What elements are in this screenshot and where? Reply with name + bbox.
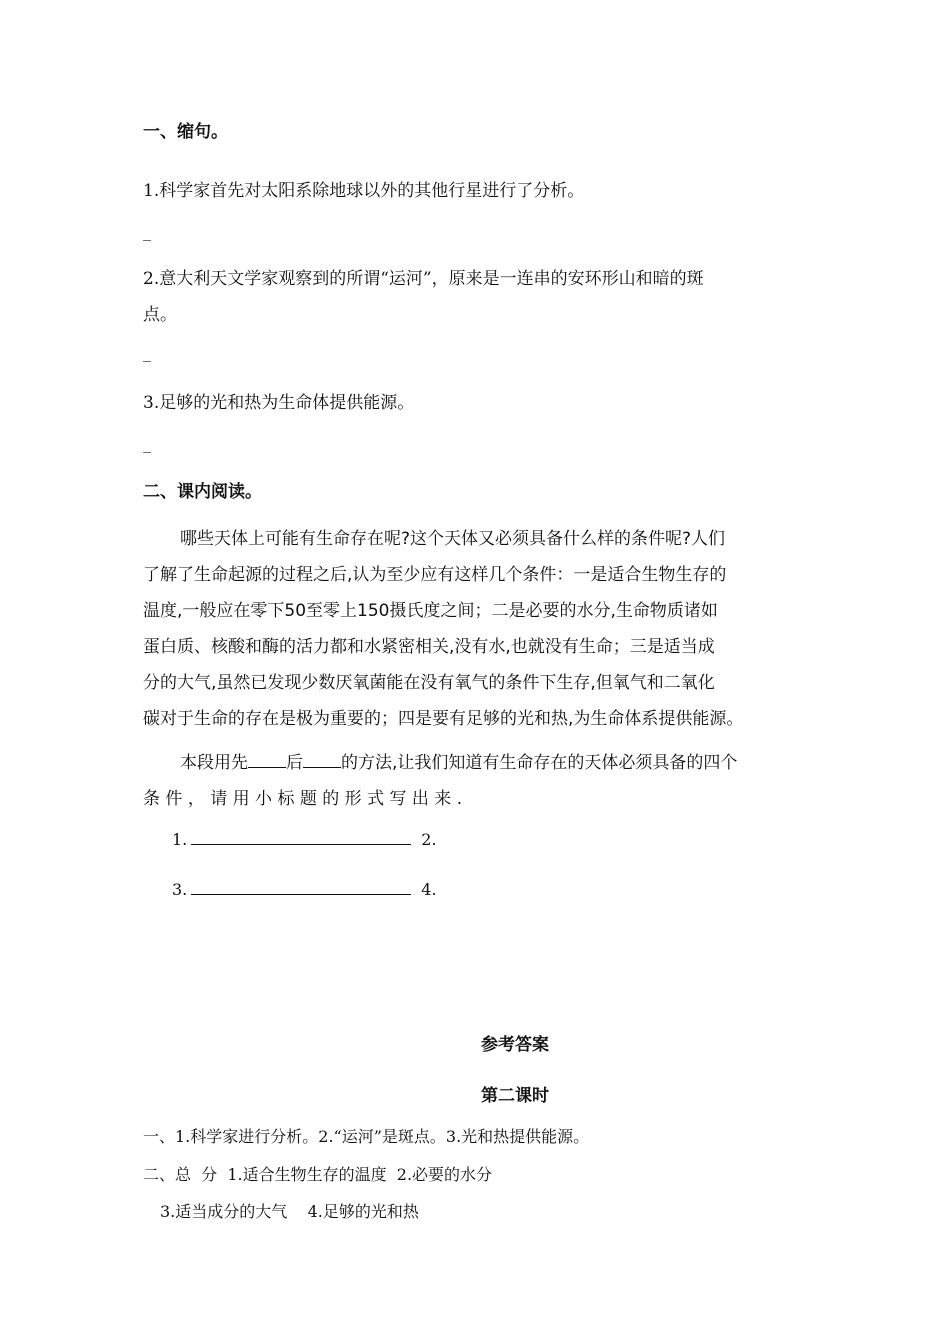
question-2-text-line2: 点。: [143, 305, 177, 325]
question-char: 小: [255, 789, 273, 809]
reading-passage: [143, 521, 803, 737]
question-char: 出: [411, 789, 429, 809]
blank-label-3: 3.: [172, 880, 188, 899]
answer-blank-2[interactable]: _: [143, 343, 151, 362]
reading-question: [143, 745, 803, 817]
passage-line: 温度,一般应在零下50至零上150摄氏度之间；二是必要的水分,生命物质诸如: [143, 601, 718, 621]
question-char: 标: [277, 789, 295, 809]
question-line-1: [143, 745, 803, 781]
question-2-text-line1: 2.意大利天文学家观察到的所谓“运河”，原来是一连串的安环形山和暗的斑: [143, 269, 704, 289]
subtitle-blank-1[interactable]: [191, 826, 411, 845]
blank-label-4: 4.: [421, 880, 437, 899]
passage-line: 哪些天体上可能有生命存在呢?这个天体又必须具备什么样的条件呢?人们: [180, 529, 726, 549]
question-char: 请: [210, 789, 228, 809]
question-char: 件: [165, 789, 183, 809]
question-char: 形: [344, 789, 362, 809]
answer-blank-3[interactable]: _: [143, 434, 151, 453]
section-1-heading: 一、缩句。: [143, 122, 228, 142]
answers-subtitle: 第二课时: [481, 1086, 549, 1106]
answer-line-3: 3.适当成分的大气 4.足够的光和热: [160, 1202, 419, 1221]
question-part-3: 的方法,让我们知道有生命存在的天体必须具备的四个: [341, 753, 738, 773]
passage-line: 碳对于生命的存在是极为重要的；四是要有足够的光和热,为生命体系提供能源。: [143, 709, 744, 729]
question-part-2: 后: [286, 753, 303, 773]
subtitle-blank-3[interactable]: [191, 876, 411, 895]
answer-line-1: 一、1.科学家进行分析。2.“运河”是斑点。3.光和热提供能源。: [143, 1127, 590, 1146]
question-line-2: [143, 781, 803, 817]
question-char: 来: [434, 789, 452, 809]
method-blank-2[interactable]: [303, 751, 341, 768]
answer-line-2: 二、总 分 1.适合生物生存的温度 2.必要的水分: [143, 1165, 493, 1184]
blank-row-2: [172, 876, 437, 899]
question-char: 用: [232, 789, 250, 809]
blank-label-1: 1.: [172, 830, 188, 849]
passage-line: 蛋白质、核酸和酶的活力都和水紧密相关,没有水,也就没有生命；三是适当成: [143, 637, 715, 657]
blank-row-1: [172, 826, 437, 849]
answers-title: 参考答案: [481, 1035, 549, 1055]
question-1-text: 1.科学家首先对太阳系除地球以外的其他行星进行了分析。: [143, 181, 585, 201]
method-blank-1[interactable]: [248, 751, 286, 768]
section-2-heading: 二、课内阅读。: [143, 482, 262, 502]
question-char: 写: [389, 789, 407, 809]
question-char: 的: [322, 789, 340, 809]
question-char: 式: [367, 789, 385, 809]
question-char: 条: [143, 789, 160, 809]
passage-line: 了解了生命起源的过程之后,认为至少应有这样几个条件：一是适合生物生存的: [143, 565, 727, 585]
blank-label-2: 2.: [421, 830, 437, 849]
question-char: ，: [187, 789, 205, 809]
question-char: 题: [299, 789, 317, 809]
question-3-text: 3.足够的光和热为生命体提供能源。: [143, 393, 415, 413]
question-part-1: 本段用先: [180, 753, 248, 773]
passage-line: 分的大气,虽然已发现少数厌氧菌能在没有氧气的条件下生存,但氧气和二氧化: [143, 673, 715, 693]
question-char: .: [456, 789, 463, 809]
answer-blank-1[interactable]: _: [143, 222, 151, 241]
